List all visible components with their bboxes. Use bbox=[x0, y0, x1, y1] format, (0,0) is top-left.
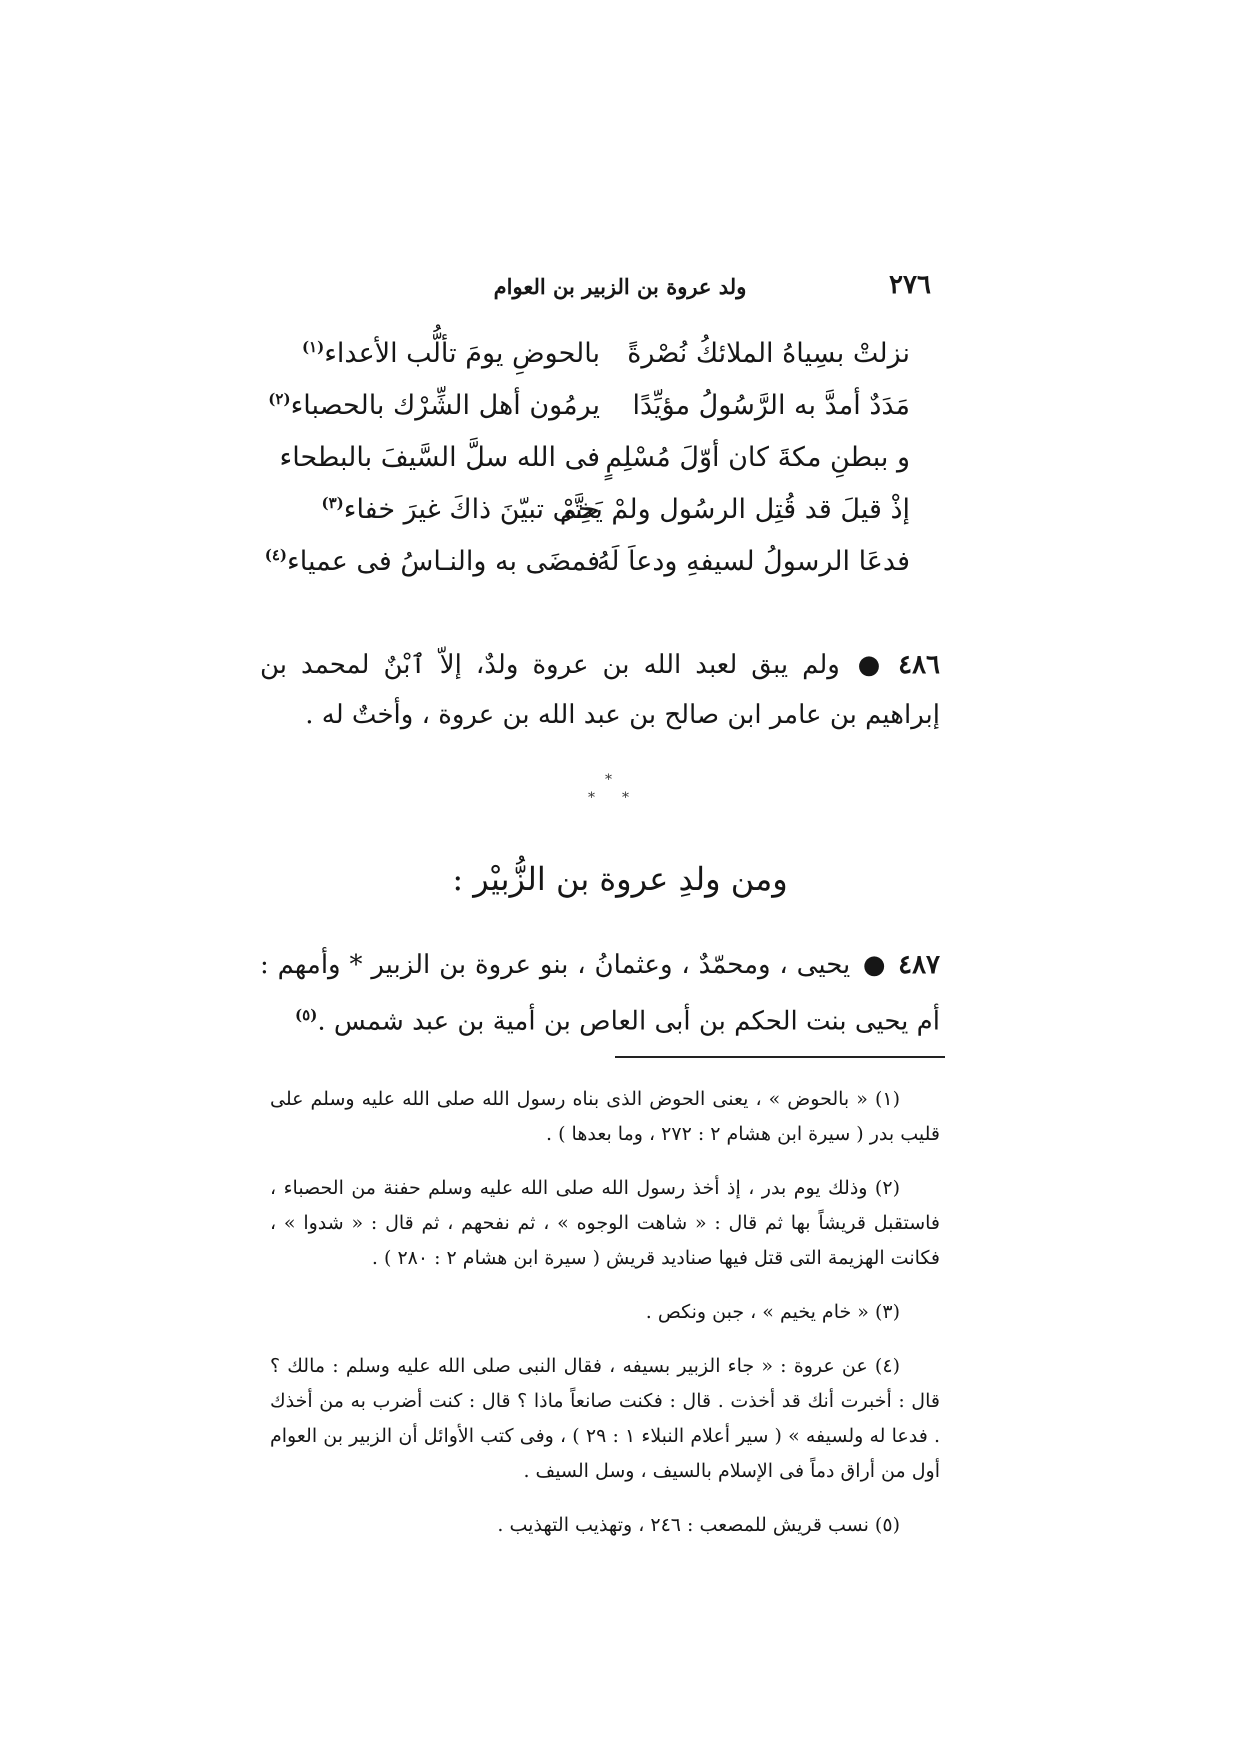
poem-verse bbox=[300, 494, 910, 546]
verse-second-hemistich bbox=[300, 494, 600, 525]
poem-verse bbox=[268, 390, 910, 442]
entry-number: ٤٨٧ bbox=[898, 950, 941, 980]
bullet-icon: ● bbox=[862, 950, 887, 980]
verse-second-hemistich bbox=[268, 390, 600, 421]
entry-text: يحيى ، ومحمّدٌ ، وعثمانُ ، بنو عروة بن الزبير * وأمهم : أم يحيى بنت الحكم بن أبى العاص بن أمية بن عبد شمس . bbox=[260, 950, 940, 1037]
verse-first-hemistich: نزلتْ بسِياهُ الملائكُ نُصْرةً bbox=[627, 338, 910, 369]
page-number: ٢٧٦ bbox=[889, 270, 931, 300]
section-heading: ومن ولدِ عروة بن الزُّبيْر : bbox=[452, 860, 788, 898]
footnote-ref: (٤) bbox=[264, 546, 288, 564]
footnote-ref: (٢) bbox=[268, 390, 291, 408]
entry-number: ٤٨٦ bbox=[898, 650, 941, 680]
verse-first-hemistich: إذْ قيلَ قد قُتِل الرسُول ولمْ يَخِمْ bbox=[559, 494, 910, 525]
hemistich-text: يرمُون أهل الشِّرْك بالحصباء bbox=[290, 390, 600, 421]
footnote: (٤) عن عروة : « جاء الزبير بسيفه ، فقال النبى صلى الله عليه وسلم : مالك ؟ قال : أخبرت أنك قد أخذت . قال : فكنت صانعاً ماذا ؟ قال : كنت أضرب به من أخذك . فدعا له ولسيفه » ( سير أعلام النبلاء ١ : ٢٩ ) ، وفى كتب الأوائل أن الزبير بن العوام أول من أراق دماً فى الإسلام بالسيف ، وسل السيف . bbox=[270, 1355, 940, 1482]
footnote: (٥) نسب قريش للمصعب : ٢٤٦ ، وتهذيب التهذيب . bbox=[497, 1514, 900, 1536]
footnote: (٣) « خام يخيم » ، جبن ونكص . bbox=[645, 1301, 900, 1323]
verse-second-hemistich bbox=[264, 546, 600, 577]
poem-verse bbox=[264, 546, 910, 598]
entry-486 bbox=[260, 640, 940, 740]
asterism-star-icon: * bbox=[605, 772, 612, 788]
footnote-ref: (١) bbox=[301, 338, 325, 356]
entry-text: ولم يبق لعبد الله بن عروة ولدٌ، إلاّ ٱبْنٌ لمحمد بن إبراهيم بن عامر ابن صالح بن عبد الله بن عروة ، وأختٌ له . bbox=[260, 650, 940, 730]
bullet-icon: ● bbox=[851, 650, 887, 680]
footnotes bbox=[270, 1082, 940, 1554]
verse-first-hemistich: مَدَدٌ أمدَّ به الرَّسُولُ مؤيِّدًا bbox=[632, 390, 910, 421]
verse-second-hemistich bbox=[279, 442, 600, 473]
footnote-ref: (٥) bbox=[295, 1006, 318, 1024]
poem-verse bbox=[279, 442, 910, 494]
verse-first-hemistich: و ببطنِ مكةَ كان أوّلَ مُسْلِمٍ bbox=[605, 442, 910, 473]
poem bbox=[264, 338, 910, 598]
asterism-star-icon: * bbox=[622, 790, 629, 806]
hemistich-text: فمضَى به والنـاسُ فى عمياء bbox=[287, 546, 600, 577]
hemistich-text: فى الله سلَّ السَّيفَ بالبطحاء bbox=[279, 442, 600, 473]
verse-first-hemistich: فدعَا الرسولُ لسيفهِ ودعاَ لَهُ bbox=[596, 546, 910, 577]
hemistich-text: بالحوضِ يومَ تألُّب الأعداء bbox=[324, 338, 600, 369]
running-title: ولد عروة بن الزبير بن العوام bbox=[493, 274, 747, 299]
footnote-separator bbox=[615, 1056, 945, 1058]
footnote-ref: (٣) bbox=[321, 494, 344, 512]
hemistich-text: حتَّى تبيّنَ ذاكَ غيرَ خفاء bbox=[343, 494, 600, 525]
asterism-star-icon: * bbox=[588, 790, 595, 806]
entry-487 bbox=[260, 940, 940, 1047]
footnote: (٢) وذلك يوم بدر ، إذ أخذ رسول الله صلى الله عليه وسلم حفنة من الحصباء ، فاستقبل قريشاً بها ثم قال : « شاهت الوجوه » ، ثم نفحهم ، ثم قال : « شدوا » ، فكانت الهزيمة التى قتل فيها صناديد قريش ( سيرة ابن هشام ٢ : ٢٨٠ ) . bbox=[270, 1177, 940, 1269]
verse-second-hemistich bbox=[300, 338, 600, 369]
asterism-divider bbox=[580, 772, 640, 822]
poem-verse bbox=[300, 338, 910, 390]
footnote: (١) « بالحوض » ، يعنى الحوض الذى بناه رسول الله صلى الله عليه وسلم على قليب بدر ( سيرة ابن هشام ٢ : ٢٧٢ ، وما بعدها ) . bbox=[270, 1088, 940, 1145]
